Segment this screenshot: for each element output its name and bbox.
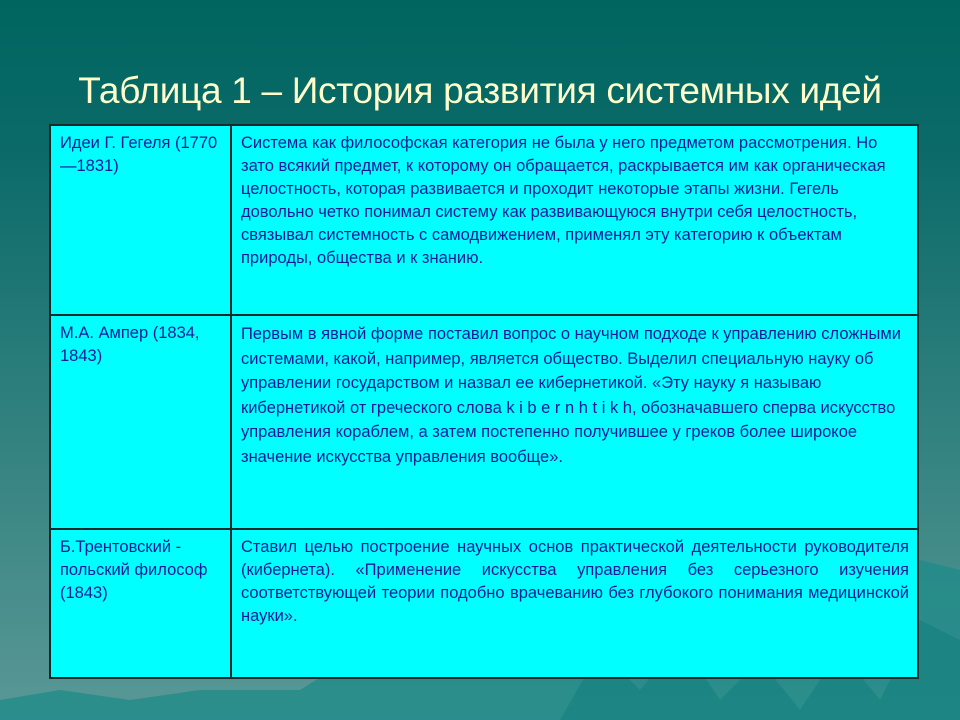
table-cell-text: Система как философская категория не была у него предметом рассмотрения. Но зато всякий предмет, к которому он обращается, раскрывается им как органическая целостность, которая развивается и проходит некоторые этапы жизни. Гегель довольно четко понимал систему как развивающуюся внутри себя целостность, связывал системность с самодвижением, применял эту категорию к объектам природы, общества и к знанию. <box>231 125 918 315</box>
table-cell-text: Ставил целью построение научных основ практической деятельности руководителя (кибернета). «Применение искусства управления без серьезного изучения соответствующей теории подобно врачеванию без глубокого понимания медицинской науки». <box>231 529 918 678</box>
table-cell-who: М.А. Ампер (1834, 1843) <box>50 315 231 529</box>
table-row <box>50 529 918 678</box>
table-cell-who: Идеи Г. Гегеля (1770 —1831) <box>50 125 231 315</box>
history-table <box>49 124 919 679</box>
table-row <box>50 315 918 529</box>
slide-title: Таблица 1 – История развития системных идей <box>78 70 882 111</box>
table-cell-text: Первым в явной форме поставил вопрос о научном подходе к управлению сложными системами, какой, например, является общество. Выделил специальную науку об управлении государством и назвал ее кибернетикой. «Эту науку я называю кибернетикой от греческого слова k i b e r n h t i k h, обозначавшего сперва искусство управления кораблем, а затем постепенно получившее у греков более широкое значение искусства управления вообще». <box>231 315 918 529</box>
table-cell-who: Б.Трентовский - польский философ (1843) <box>50 529 231 678</box>
table-row <box>50 125 918 315</box>
